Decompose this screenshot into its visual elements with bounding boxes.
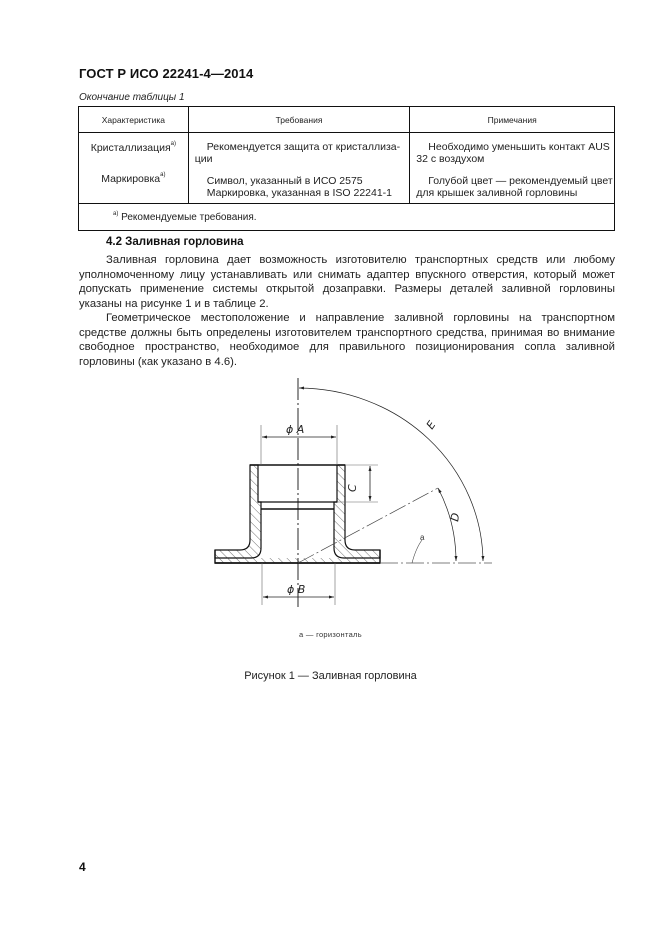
figure-legend: a — горизонталь [299, 630, 362, 639]
table-cell: Рекомендуется защита от кристаллиза- ции [194, 141, 401, 165]
table-cell: Необходимо уменьшить контакт AUS 32 с воздухом [416, 141, 610, 165]
leader-a [412, 540, 422, 563]
paragraph: Заливная горловина дает возможность изготовителю транспортных средств или любому уполномоченному лицу устанавливать или снимать адаптер впускного отверстия, который может допускать применение системы открытой дозаправки. Размеры деталей заливной горловины указаны на рисунке 1 и в таблице 2. [79, 254, 615, 310]
footnote-ref: а) [160, 172, 166, 178]
footnote-ref: а) [170, 141, 177, 147]
table-cell: Кристаллизация$^{а)}$ [90, 141, 177, 154]
label-B: ϕ B [287, 583, 306, 596]
table-cell: Голубой цвет — рекомендуемый цвет для крышек заливной горловины [416, 175, 613, 199]
label-C: C [346, 484, 359, 492]
left-wall-section [215, 465, 261, 558]
label-A: ϕ A [286, 423, 305, 436]
dimension-D-arc [438, 488, 456, 561]
section-heading: 4.2 Заливная горловина [106, 236, 244, 248]
column-header: Требования [188, 107, 410, 133]
table-caption: Окончание таблицы 1 [79, 92, 185, 103]
label-D: D [448, 511, 463, 523]
table-footnote: $^{а)}$ Рекомендуемые требования. [79, 204, 615, 231]
label-E: E [423, 418, 439, 432]
paragraph: Геометрическое местоположение и направление заливной горловины на транспортном средстве должны быть определены изготовителем транспортного средства, принимая во внимание свободное пространство, необходимое для правильного позиционирования сопла заливной горловины (как указано в 4.6). [79, 312, 615, 368]
dimension-E-arc [299, 388, 483, 561]
figure-caption: Рисунок 1 — Заливная горловина [244, 670, 417, 682]
table-cell: Маркировка$^{а)}$ [101, 172, 166, 185]
column-header: Характеристика [79, 107, 189, 133]
table-cell: Символ, указанный в ИСО 2575 Маркировка, указанная в ISO 22241-1 [206, 175, 393, 199]
right-wall-section [334, 465, 380, 558]
page-number: 4 [79, 860, 86, 874]
label-a: a [420, 533, 425, 542]
column-header: Примечания [410, 107, 615, 133]
document-header: ГОСТ Р ИСО 22241-4—2014 [79, 66, 254, 81]
